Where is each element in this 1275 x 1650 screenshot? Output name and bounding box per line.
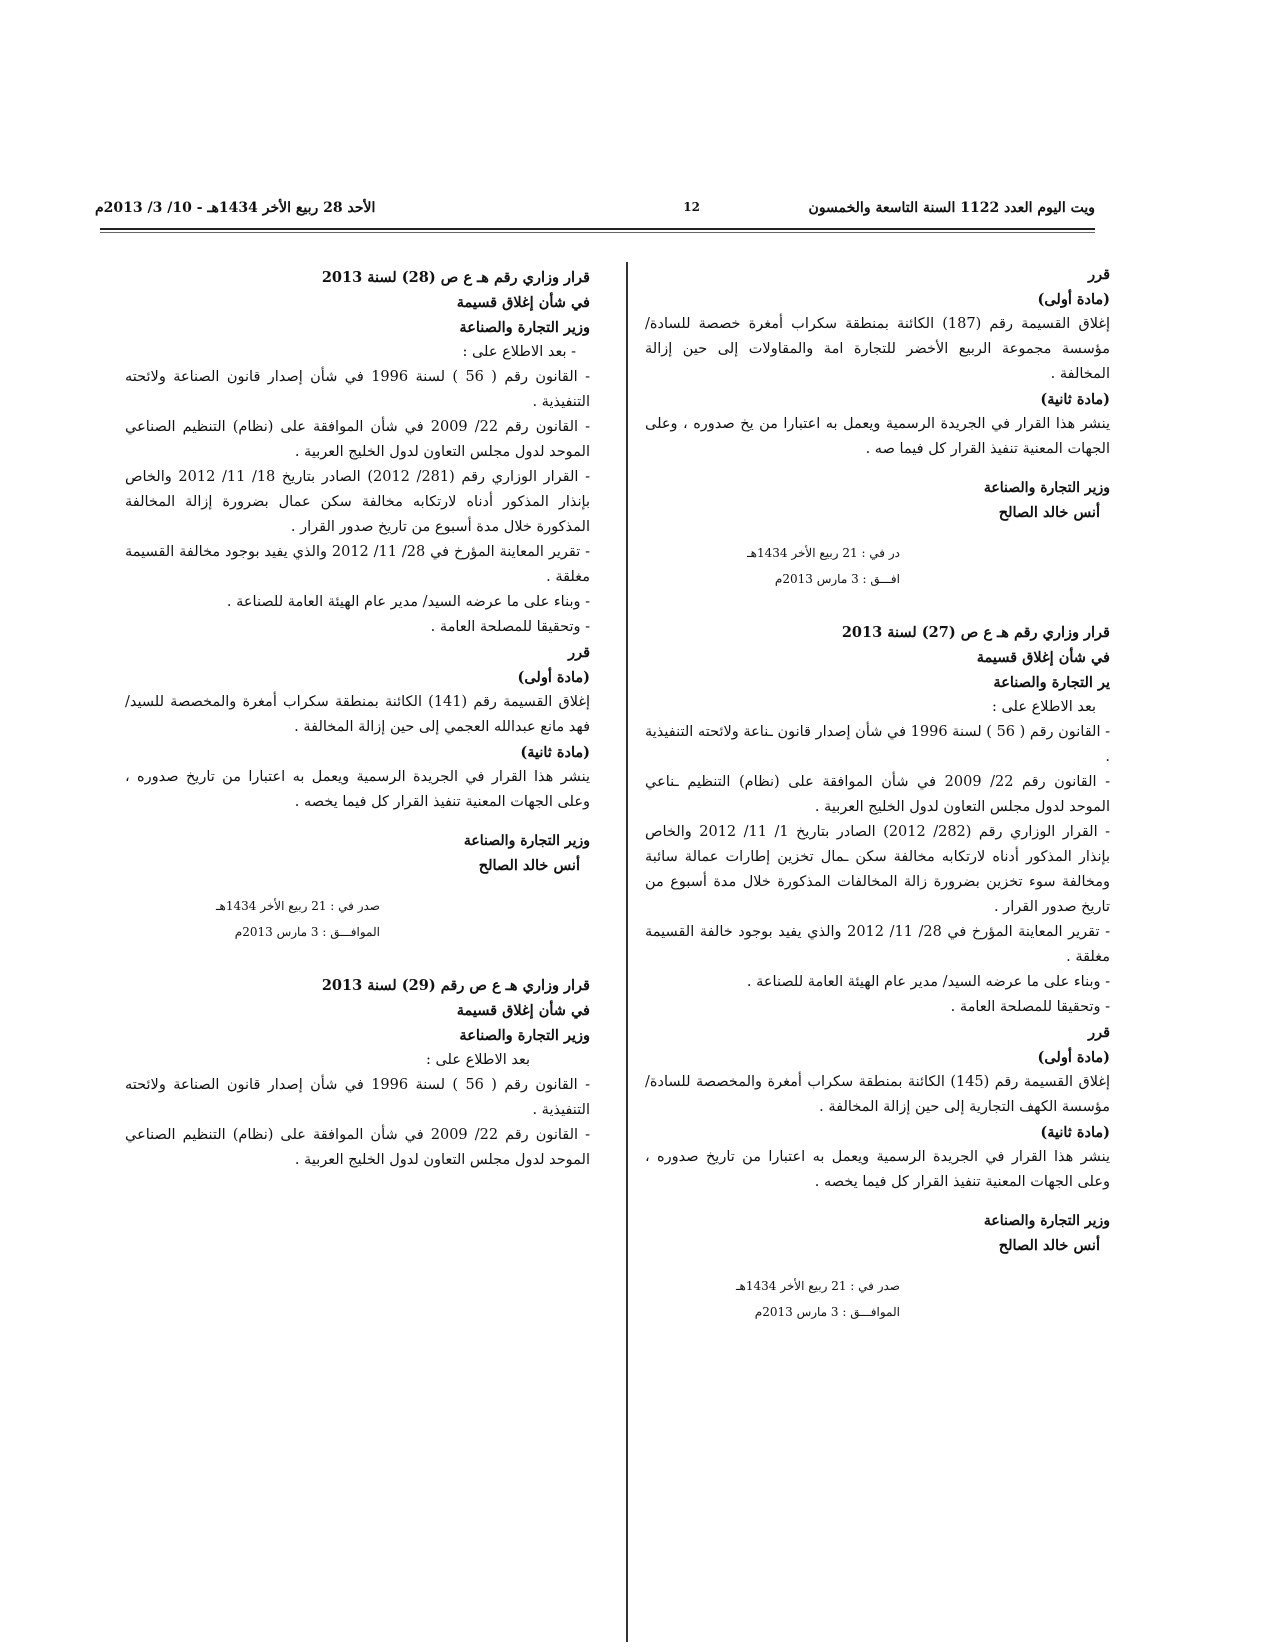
decision-29	[125, 973, 590, 1173]
preamble-item: - القانون رقم ( 56 ) لسنة 1996 في شأن إصدار قانون الصناعة ولائحته التنفيذية .	[125, 369, 591, 410]
preamble-intro: - بعد الاطلاع على :	[462, 344, 576, 360]
decision-28	[125, 265, 590, 945]
signature-block	[645, 476, 1110, 526]
preamble-item: - تقرير المعاينة المؤرخ في 28/ 11/ 2012 والذي يفيد بوجود خالفة القسيمة مغلقة .	[645, 924, 1110, 965]
issue-dates	[645, 540, 1110, 592]
decision-title: قرار وزاري رقم هـ ع ص (27) لسنة 2013	[841, 624, 1110, 641]
decision-title: قرار وزاري هـ ع ص رقم (29) لسنة 2013	[321, 977, 590, 994]
left-column	[125, 265, 590, 1173]
preamble-item: - وبناء على ما عرضه السيد/ مدير عام الهيئة العامة للصناعة .	[746, 974, 1110, 990]
date-gregorian: الموافـــق : 3 مارس 2013م	[754, 1305, 900, 1319]
qarar-label: قرر	[568, 644, 590, 661]
header-date: الأحد 28 ربيع الأخر 1434هـ - 10/ 3/ 2013م	[95, 200, 376, 216]
header-gazette-issue: ويت اليوم العدد 1122 السنة التاسعة والخمسون	[808, 200, 1095, 216]
decision-subtitle: في شأن إغلاق قسيمة	[976, 649, 1110, 666]
madda-text: إغلاق القسيمة رقم (187) الكائنة بمنطقة سكراب أمغرة خصصة للسادة/ مؤسسة مجموعة الربيع الأخضر للتجارة امة والمقاولات إلى حين إزالة المخالفة .	[645, 316, 1110, 382]
decision-subtitle: في شأن إغلاق قسيمة	[456, 1002, 590, 1019]
header-rule	[100, 228, 1095, 233]
preamble-item: - القرار الوزاري رقم (282/ 2012) الصادر بتاريخ 1/ 11/ 2012 والخاص بإنذار المذكور أدناه لارتكابه مخالفة سكن ـمال تخزين إطارات عمالة سائبة ومخالفة سوء تخزين بضرورة زالة المخالفات المذكورة خلال مدة أسبوع من تاريخ صدور القرار .	[645, 824, 1111, 915]
date-hijri: صدر في : 21 ربيع الأخر 1434هـ	[736, 1279, 900, 1293]
madda-text: ينشر هذا القرار في الجريدة الرسمية ويعمل به اعتبارا من يخ صدوره ، وعلى الجهات المعنية تنفيذ القرار كل فيما صه .	[645, 416, 1110, 457]
signature-block	[645, 1209, 1110, 1259]
madda-heading: (مادة ثانية)	[520, 744, 590, 761]
preamble-item: - القانون رقم 22/ 2009 في شأن الموافقة على (نظام) التنظيم الصناعي الموحد لدول مجلس التعاون لدول الخليج العربية .	[125, 1127, 591, 1168]
decision-27	[645, 620, 1110, 1325]
madda-text: ينشر هذا القرار في الجريدة الرسمية ويعمل به اعتبارا من تاريخ صدوره ، وعلى الجهات المعنية تنفيذ القرار كل فيما يخصه .	[125, 769, 590, 810]
preamble-item: - القانون رقم ( 56 ) لسنة 1996 في شأن إصدار قانون الصناعة ولائحته التنفيذية .	[125, 1077, 591, 1118]
signature-name: أنس خالد الصالح	[478, 857, 580, 874]
minister-line: وزير التجارة والصناعة	[459, 319, 590, 336]
signature-block	[125, 829, 590, 879]
madda-heading: (مادة أولى)	[1037, 1049, 1110, 1066]
decision-title: قرار وزاري رقم هـ ع ص (28) لسنة 2013	[321, 269, 590, 286]
date-hijri: در في : 21 ربيع الأخر 1434هـ	[747, 546, 900, 560]
preamble-item: - القرار الوزاري رقم (281/ 2012) الصادر بتاريخ 18/ 11/ 2012 والخاص بإنذار المذكور أدناه لارتكابه مخالفة سكن عمال بضرورة إزالة المخالفة المذكورة خلال مدة أسبوع من تاريخ صدور القرار .	[125, 469, 590, 535]
preamble-item: - القانون رقم 22/ 2009 في شأن الموافقة على (نظام) التنظيم ـناعي الموحد لدول مجلس التعاون لدول الخليج العربية .	[645, 774, 1110, 815]
madda-heading: (مادة ثانية)	[1040, 1124, 1110, 1141]
page-header	[95, 196, 1095, 222]
signature-name: أنس خالد الصالح	[998, 1237, 1100, 1254]
header-page-number: 12	[683, 200, 700, 214]
preamble-item: - تقرير المعاينة المؤرخ في 28/ 11/ 2012 والذي يفيد بوجود مخالفة القسيمة مغلقة .	[125, 544, 590, 585]
signature-title: وزير التجارة والصناعة	[983, 480, 1110, 496]
madda-heading: (مادة أولى)	[517, 669, 590, 686]
madda-text: إغلاق القسيمة رقم (145) الكائنة بمنطقة سكراب أمغرة والمخصصة للسادة/ مؤسسة الكهف التجارية إلى حين إزالة المخالفة .	[645, 1074, 1110, 1115]
signature-title: وزير التجارة والصناعة	[983, 1213, 1110, 1229]
preamble-item: - القانون رقم ( 56 ) لسنة 1996 في شأن إصدار قانون ـناعة ولائحته التنفيذية .	[645, 724, 1110, 765]
date-gregorian: الموافـــق : 3 مارس 2013م	[234, 925, 380, 939]
preamble-intro: بعد الاطلاع على :	[425, 1052, 530, 1068]
minister-line: وزير التجارة والصناعة	[459, 1027, 590, 1044]
madda-heading: (مادة أولى)	[1037, 291, 1110, 308]
preamble-item: - وتحقيقا للمصلحة العامة .	[430, 619, 590, 635]
signature-title: وزير التجارة والصناعة	[463, 833, 590, 849]
column-divider	[626, 262, 628, 1642]
qarar-label: قرر	[1088, 266, 1110, 283]
madda-text: إغلاق القسيمة رقم (141) الكائنة بمنطقة سكراب أمغرة والمخصصة للسيد/ فهد مانع عبدالله العجمي إلى حين إزالة المخالفة .	[125, 694, 590, 735]
preamble-item: - وتحقيقا للمصلحة العامة .	[950, 999, 1110, 1015]
preamble-intro: بعد الاطلاع على :	[991, 699, 1096, 715]
madda-heading: (مادة ثانية)	[1040, 391, 1110, 408]
qarar-label: قرر	[1088, 1024, 1110, 1041]
date-gregorian: افـــق : 3 مارس 2013م	[774, 572, 900, 586]
preamble-item: - وبناء على ما عرضه السيد/ مدير عام الهيئة العامة للصناعة .	[226, 594, 590, 610]
signature-name: أنس خالد الصالح	[998, 504, 1100, 521]
madda-text: ينشر هذا القرار في الجريدة الرسمية ويعمل به اعتبارا من تاريخ صدوره ، وعلى الجهات المعنية تنفيذ القرار كل فيما يخصه .	[645, 1149, 1110, 1190]
issue-dates	[125, 893, 590, 945]
date-hijri: صدر في : 21 ربيع الأخر 1434هـ	[216, 899, 380, 913]
right-column	[645, 262, 1110, 1325]
issue-dates	[645, 1273, 1110, 1325]
decision-subtitle: في شأن إغلاق قسيمة	[456, 294, 590, 311]
preamble-item: - القانون رقم 22/ 2009 في شأن الموافقة على (نظام) التنظيم الصناعي الموحد لدول مجلس التعاون لدول الخليج العربية .	[125, 419, 591, 460]
minister-line: ير التجارة والصناعة	[993, 674, 1110, 691]
